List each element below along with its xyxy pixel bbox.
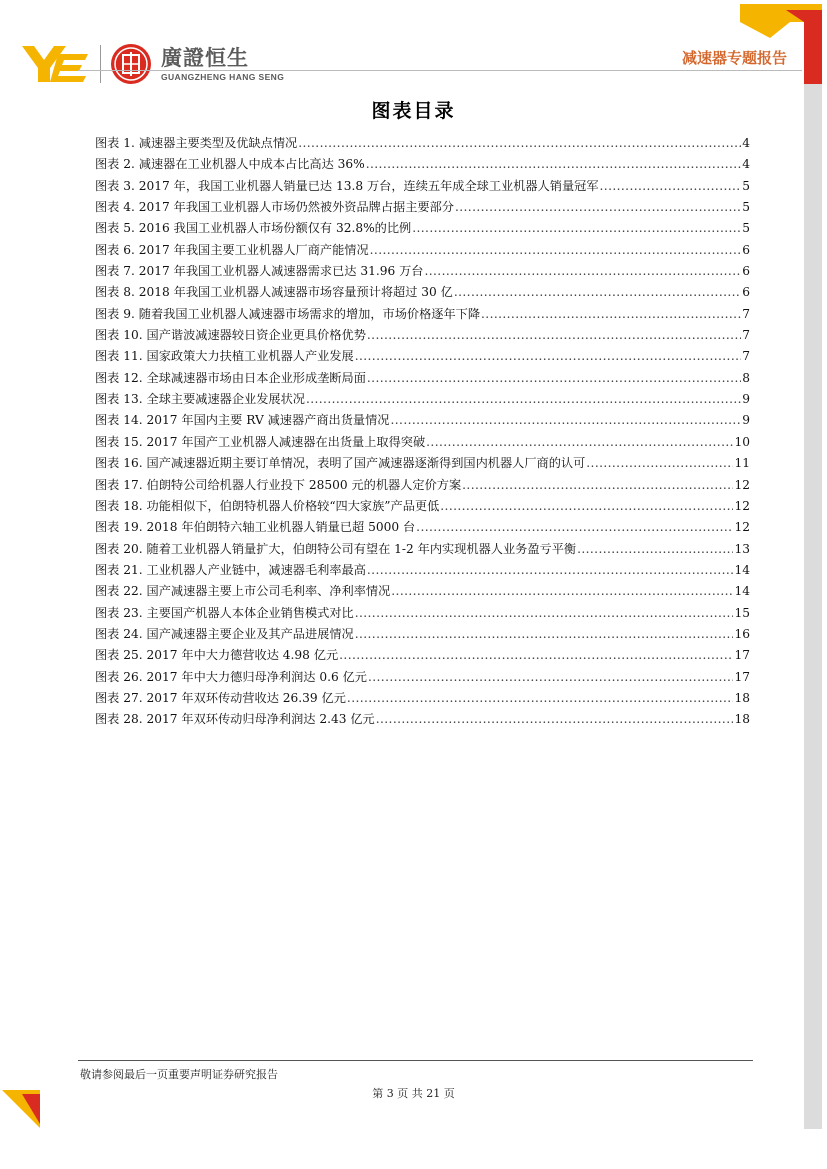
toc-list [95, 133, 750, 731]
toc-entry-label: 图表 13. 全球主要减速器企业发展状况 [95, 392, 305, 407]
toc-entry-page: 14 [734, 584, 750, 599]
toc-entry[interactable] [95, 346, 750, 367]
toc-entry[interactable] [95, 176, 750, 197]
toc-leader-dots [391, 581, 733, 602]
toc-entry-label: 图表 9. 随着我国工业机器人减速器市场需求的增加，市场价格逐年下降 [95, 306, 481, 321]
toc-entry-page: 15 [734, 605, 750, 620]
toc-leader-dots [426, 432, 733, 453]
toc-entry[interactable] [95, 581, 750, 602]
toc-entry[interactable] [95, 539, 750, 560]
right-side-red-bar [804, 22, 822, 84]
toc-entry[interactable] [95, 389, 750, 410]
header-divider [78, 70, 802, 71]
toc-entry-page: 17 [734, 648, 750, 663]
toc-leader-dots [481, 304, 741, 325]
company-logo [22, 40, 284, 88]
toc-leader-dots [339, 645, 733, 666]
toc-entry-page: 6 [742, 242, 750, 257]
toc-entry-page: 12 [734, 520, 750, 535]
toc-entry-label: 图表 18. 功能相似下，伯朗特机器人价格较“四大家族”产品更低 [95, 498, 440, 513]
toc-entry[interactable] [95, 368, 750, 389]
toc-entry-page: 6 [742, 285, 750, 300]
toc-entry[interactable] [95, 645, 750, 666]
toc-leader-dots [368, 667, 734, 688]
toc-leader-dots [298, 133, 741, 154]
footer-divider [78, 1060, 753, 1061]
toc-entry-page: 9 [742, 413, 750, 428]
toc-entry-page: 14 [734, 562, 750, 577]
seal-icon [109, 42, 153, 86]
toc-entry-label: 图表 28. 2017 年双环传动归母净利润达 2.43 亿元 [95, 712, 375, 727]
toc-entry-label: 图表 27. 2017 年双环传动营收达 26.39 亿元 [95, 690, 346, 705]
toc-entry[interactable] [95, 304, 750, 325]
toc-entry-label: 图表 25. 2017 年中大力德营收达 4.98 亿元 [95, 648, 339, 663]
toc-entry-page: 7 [742, 328, 750, 343]
toc-entry-label: 图表 26. 2017 年中大力德归母净利润达 0.6 亿元 [95, 669, 367, 684]
right-side-gray-bar [804, 84, 822, 1129]
toc-leader-dots [462, 475, 733, 496]
footer-disclaimer: 敬请参阅最后一页重要声明证券研究报告 [80, 1068, 278, 1081]
toc-entry-label: 图表 14. 2017 年国内主要 RV 减速器产商出货量情况 [95, 413, 390, 428]
toc-entry-label: 图表 23. 主要国产机器人本体企业销售模式对比 [95, 605, 354, 620]
toc-entry-page: 5 [742, 221, 750, 236]
toc-leader-dots [454, 282, 741, 303]
toc-leader-dots [367, 325, 741, 346]
toc-entry[interactable] [95, 560, 750, 581]
toc-entry[interactable] [95, 496, 750, 517]
ye-logo-icon [22, 44, 90, 84]
brand-name-en: GUANGZHENG HANG SENG [161, 72, 285, 82]
toc-entry[interactable] [95, 197, 750, 218]
toc-entry-page: 4 [742, 157, 750, 172]
toc-entry-page: 11 [734, 456, 750, 471]
toc-entry-page: 6 [742, 264, 750, 279]
toc-entry-page: 13 [734, 541, 750, 556]
toc-entry[interactable] [95, 325, 750, 346]
toc-entry[interactable] [95, 475, 750, 496]
toc-leader-dots [412, 218, 741, 239]
toc-entry[interactable] [95, 432, 750, 453]
report-type-label: 减速器专题报告 [681, 49, 787, 67]
toc-entry[interactable] [95, 667, 750, 688]
toc-leader-dots [367, 560, 734, 581]
toc-entry-page: 18 [734, 712, 750, 727]
toc-entry[interactable] [95, 517, 750, 538]
toc-leader-dots [355, 603, 734, 624]
toc-entry[interactable] [95, 133, 750, 154]
toc-entry-page: 16 [734, 626, 750, 641]
toc-leader-dots [416, 517, 733, 538]
toc-entry-label: 图表 2. 减速器在工业机器人中成本占比高达 36% [95, 157, 365, 172]
toc-entry-label: 图表 6. 2017 年我国主要工业机器人厂商产能情况 [95, 242, 369, 257]
toc-entry-label: 图表 16. 国产减速器近期主要订单情况，表明了国产减速器逐渐得到国内机器人厂商的认可 [95, 456, 586, 471]
toc-entry-page: 18 [734, 690, 750, 705]
toc-leader-dots [440, 496, 733, 517]
toc-entry[interactable] [95, 410, 750, 431]
toc-entry-label: 图表 20. 随着工业机器人销量扩大，伯朗特公司有望在 1-2 年内实现机器人业务盈亏平衡 [95, 541, 577, 556]
toc-entry[interactable] [95, 218, 750, 239]
toc-leader-dots [355, 346, 742, 367]
toc-leader-dots [424, 261, 741, 282]
toc-entry-page: 7 [742, 349, 750, 364]
page-indicator: 第 3 页 共 21 页 [372, 1087, 455, 1100]
toc-title: 图表目录 [371, 100, 456, 122]
toc-leader-dots [577, 539, 733, 560]
toc-leader-dots [376, 709, 734, 730]
toc-leader-dots [366, 154, 742, 175]
toc-entry-label: 图表 7. 2017 年我国工业机器人减速器需求已达 31.96 万台 [95, 264, 424, 279]
toc-entry-label: 图表 4. 2017 年我国工业机器人市场仍然被外资品牌占据主要部分 [95, 200, 454, 215]
toc-leader-dots [586, 453, 733, 474]
toc-leader-dots [367, 368, 741, 389]
toc-entry-page: 7 [742, 306, 750, 321]
toc-entry[interactable] [95, 154, 750, 175]
toc-leader-dots [370, 240, 742, 261]
top-right-red-edge [786, 10, 822, 22]
toc-leader-dots [355, 624, 734, 645]
toc-entry-label: 图表 5. 2016 我国工业机器人市场份额仅有 32.8%的比例 [95, 221, 412, 236]
toc-entry-page: 5 [742, 178, 750, 193]
toc-entry-page: 8 [742, 370, 750, 385]
toc-entry-page: 5 [742, 200, 750, 215]
toc-entry[interactable] [95, 261, 750, 282]
toc-entry-page: 9 [742, 392, 750, 407]
toc-entry[interactable] [95, 453, 750, 474]
toc-entry-page: 4 [742, 136, 750, 150]
toc-entry-label: 图表 19. 2018 年伯朗特六轴工业机器人销量已超 5000 台 [95, 520, 416, 535]
toc-entry-page: 12 [734, 477, 750, 492]
toc-entry[interactable] [95, 240, 750, 261]
toc-entry[interactable] [95, 688, 750, 709]
toc-entry-label: 图表 15. 2017 年国产工业机器人减速器在出货量上取得突破 [95, 434, 426, 449]
toc-entry-page: 17 [734, 669, 750, 684]
toc-leader-dots [347, 688, 734, 709]
toc-entry-label: 图表 12. 全球减速器市场由日本企业形成垄断局面 [95, 370, 366, 385]
toc-entry-label: 图表 10. 国产谐波减速器较日资企业更具价格优势 [95, 328, 366, 343]
toc-entry-label: 图表 8. 2018 年我国工业机器人减速器市场容量预计将超过 30 亿 [95, 285, 453, 300]
toc-entry-label: 图表 24. 国产减速器主要企业及其产品进展情况 [95, 626, 354, 641]
toc-entry-label: 图表 3. 2017 年，我国工业机器人销量已达 13.8 万台，连续五年成全球工业机器人销量冠军 [95, 178, 599, 193]
toc-leader-dots [391, 410, 742, 431]
toc-entry[interactable] [95, 709, 750, 730]
toc-leader-dots [600, 176, 742, 197]
toc-entry-label: 图表 21. 工业机器人产业链中，减速器毛利率最高 [95, 562, 366, 577]
toc-entry[interactable] [95, 282, 750, 303]
toc-entry-page: 12 [734, 498, 750, 513]
toc-entry[interactable] [95, 624, 750, 645]
toc-entry-label: 图表 17. 伯朗特公司给机器人行业投下 28500 元的机器人定价方案 [95, 477, 462, 492]
toc-entry-label: 图表 22. 国产减速器主要上市公司毛利率、净利率情况 [95, 584, 391, 599]
toc-leader-dots [306, 389, 741, 410]
toc-entry-label: 图表 11. 国家政策大力扶植工业机器人产业发展 [95, 349, 354, 364]
toc-leader-dots [455, 197, 741, 218]
brand-name-cn: 廣證恒生 [161, 46, 249, 70]
toc-entry[interactable] [95, 603, 750, 624]
toc-entry-page: 10 [734, 434, 750, 449]
toc-entry-label: 图表 1. 减速器主要类型及优缺点情况 [95, 136, 298, 150]
logo-separator [100, 45, 101, 83]
